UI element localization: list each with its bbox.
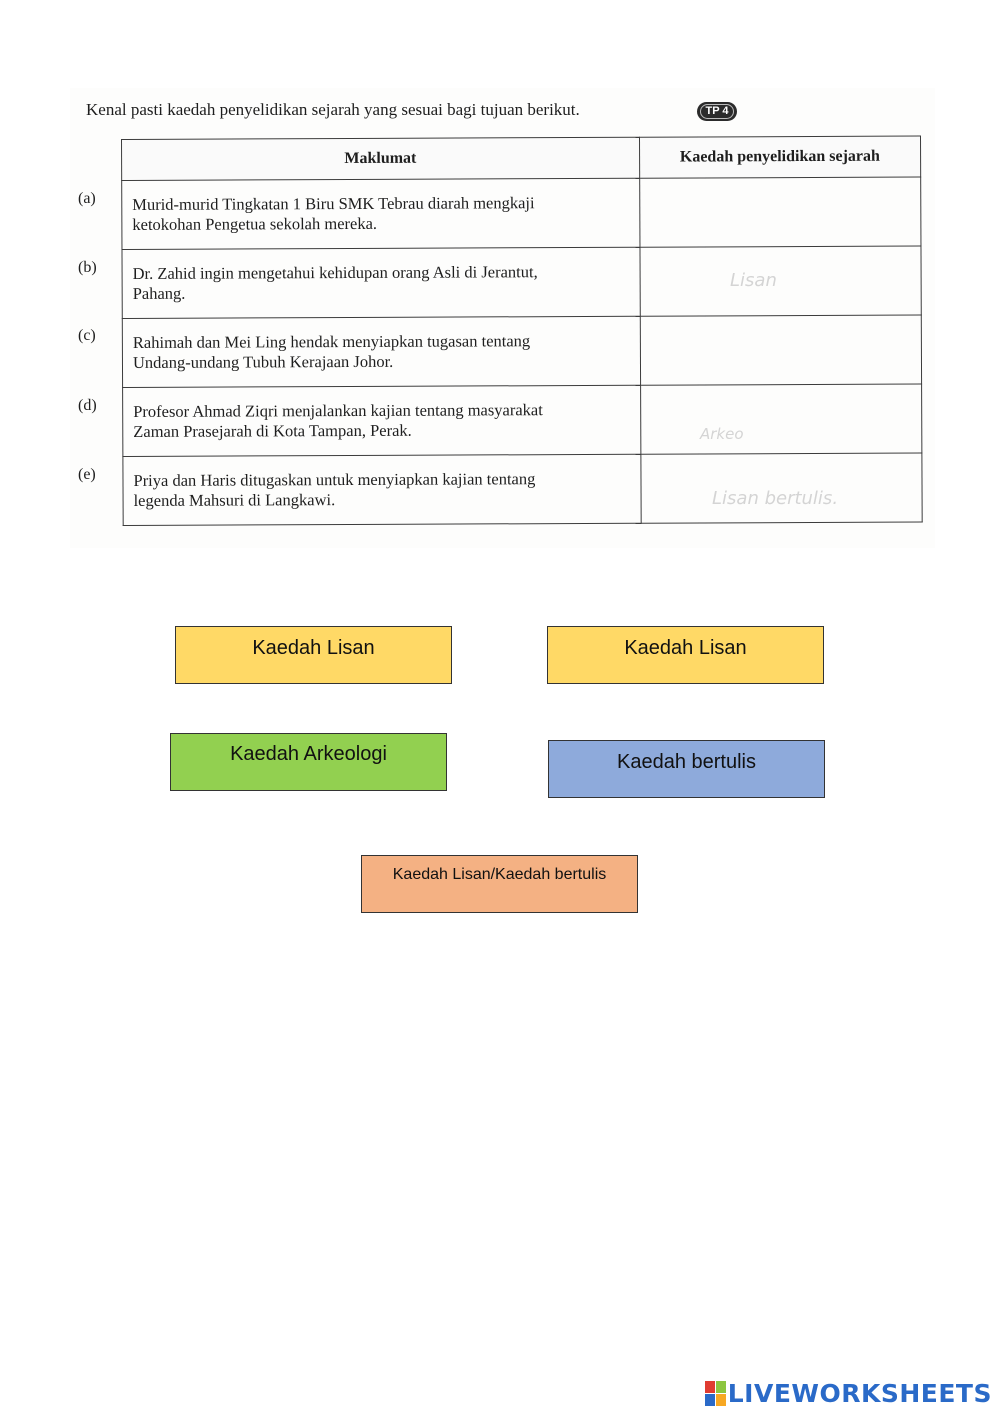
brand-text: LIVEWORKSHEETS — [727, 1378, 992, 1408]
answer-kaedah-arkeologi[interactable]: Kaedah Arkeologi — [170, 733, 447, 791]
instruction-text: Kenal pasti kaedah penyelidikan sejarah yang sesuai bagi tujuan berikut. — [86, 100, 580, 119]
header-kaedah: Kaedah penyelidikan sejarah — [639, 136, 921, 178]
table-row — [123, 384, 922, 456]
row-info-line: Undang-undang Tubuh Kerajaan Johor. — [132, 351, 394, 372]
row-c-info — [122, 316, 640, 387]
header-maklumat: Maklumat — [122, 137, 640, 180]
drop-zone-c[interactable] — [640, 315, 922, 385]
row-label-b: (b) — [78, 259, 97, 276]
row-info-line: ketokohan Pengetua sekolah mereka. — [132, 213, 378, 234]
row-info-line: Profesor Ahmad Ziqri menjalankan kajian tentang masyarakat — [133, 400, 543, 421]
logo-cell — [716, 1381, 726, 1393]
drop-zone-b[interactable] — [640, 246, 922, 316]
history-method-table — [121, 136, 923, 526]
answer-kaedah-lisan-bertulis[interactable]: Kaedah Lisan/Kaedah bertulis — [361, 855, 638, 913]
row-info-line: Pahang. — [132, 283, 186, 303]
tp-level-badge — [697, 102, 737, 121]
answer-kaedah-lisan-2[interactable]: Kaedah Lisan — [547, 626, 824, 684]
answer-kaedah-bertulis[interactable]: Kaedah bertulis — [548, 740, 825, 798]
row-b-info — [122, 247, 640, 318]
row-info-line: Murid-murid Tingkatan 1 Biru SMK Tebrau diarah mengkaji — [132, 193, 535, 214]
row-info-line: Zaman Prasejarah di Kota Tampan, Perak. — [133, 420, 412, 441]
faint-handwriting: Lisan bertulis. — [712, 488, 839, 509]
logo-cell — [705, 1394, 715, 1406]
row-label-e: (e) — [78, 466, 96, 483]
table-row — [122, 177, 921, 249]
row-label-a: (a) — [78, 190, 96, 207]
faint-handwriting: Lisan — [730, 270, 777, 291]
row-e-info — [123, 454, 641, 525]
liveworksheets-logo-icon — [705, 1381, 726, 1406]
logo-cell — [705, 1381, 715, 1393]
drop-zone-a[interactable] — [639, 177, 921, 247]
table-row — [122, 315, 921, 387]
row-a-info — [122, 178, 640, 249]
logo-cell — [716, 1394, 726, 1406]
row-info-line: Rahimah dan Mei Ling hendak menyiapkan tugasan tentang — [132, 331, 531, 352]
row-label-c: (c) — [78, 327, 96, 344]
table-row — [122, 246, 921, 318]
answer-kaedah-lisan[interactable]: Kaedah Lisan — [175, 626, 452, 684]
row-info-line: Priya dan Haris ditugaskan untuk menyiapkan kajian tentang — [133, 469, 536, 490]
tp-level-text: TP 4 — [700, 104, 734, 119]
row-label-d: (d) — [78, 397, 97, 414]
drop-zone-d[interactable] — [640, 384, 922, 454]
row-d-info — [123, 385, 641, 456]
row-info-line: Dr. Zahid ingin mengetahui kehidupan orang Asli di Jerantut, — [132, 262, 538, 283]
row-info-line: legenda Mahsuri di Langkawi. — [133, 490, 336, 510]
liveworksheets-brand[interactable] — [705, 1379, 992, 1407]
table-header-row — [122, 136, 921, 180]
faint-handwriting: Arkeo — [700, 425, 744, 443]
